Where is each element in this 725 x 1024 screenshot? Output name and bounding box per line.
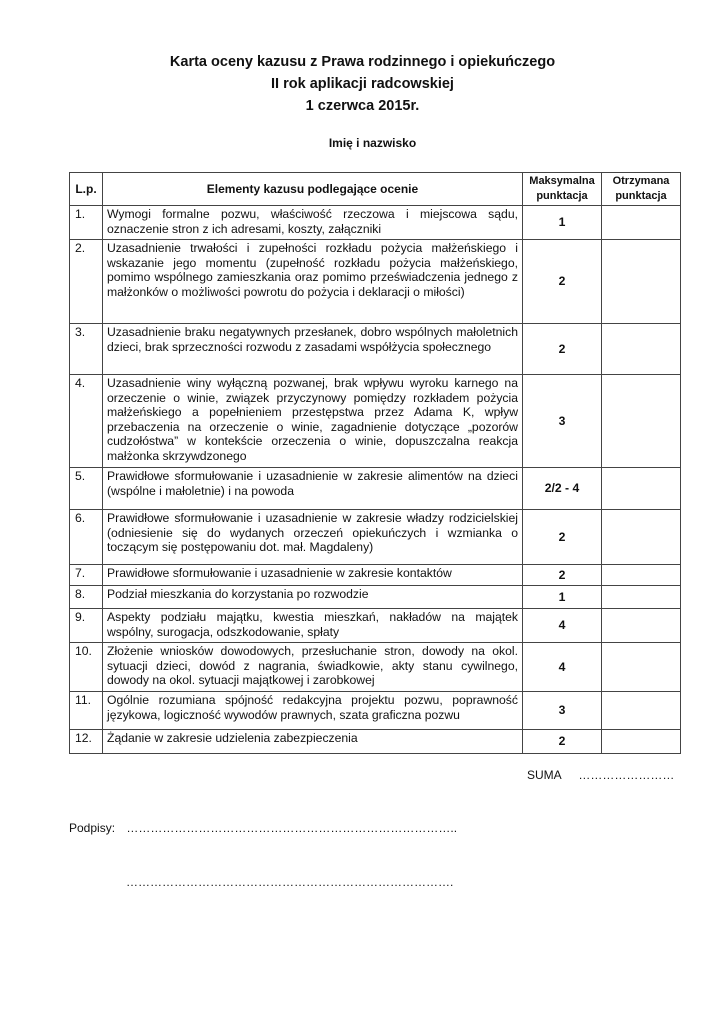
table-row [70, 692, 681, 730]
row-criterion: Ogólnie rozumiana spójność redakcyjna projektu pozwu, poprawność językowa, logiczność wywodów prawnych, szata graficzna pozwu [103, 692, 523, 730]
signature-row-1 [69, 821, 457, 835]
row-number: 7. [70, 565, 103, 586]
row-number: 8. [70, 586, 103, 609]
sum-value-field[interactable]: …………………… [578, 768, 675, 782]
row-max-points: 2 [523, 730, 602, 754]
row-obtained-points[interactable] [602, 510, 681, 565]
document-date: 1 czerwca 2015r. [305, 98, 420, 114]
row-number: 12. [70, 730, 103, 754]
table-row [70, 468, 681, 510]
row-number: 10. [70, 643, 103, 692]
row-number: 4. [70, 375, 103, 468]
row-max-points: 1 [523, 206, 602, 240]
row-obtained-points[interactable] [602, 565, 681, 586]
table-row [70, 565, 681, 586]
table-row [70, 510, 681, 565]
row-criterion: Aspekty podziału majątku, kwestia mieszkań, nakładów na majątek wspólny, surogacja, odszkodowanie, spłaty [103, 609, 523, 643]
row-criterion: Uzasadnienie winy wyłączną pozwanej, brak wpływu wyroku karnego na orzeczenie o winie, związek przyczynowy pomiędzy rozkładem pożycia małżeńskiego a popełnieniem przestępstwa przez Adama K, wpływ przebaczenia na orzeczenie o winie, zagadnienie dotyczące „pozorów cudzołóstwa” w kontekście orzeczenia o winie, dopuszczalna reakcja małżonka skrzywdzonego [103, 375, 523, 468]
row-max-points: 1 [523, 586, 602, 609]
row-criterion: Wymogi formalne pozwu, właściwość rzeczowa i miejscowa sądu, oznaczenie stron z ich adresami, koszty, załączniki [103, 206, 523, 240]
column-header-lp: L.p. [70, 173, 103, 206]
row-obtained-points[interactable] [602, 643, 681, 692]
column-header-max: Maksymalna punktacja [523, 173, 602, 206]
row-max-points: 2 [523, 240, 602, 324]
table-row [70, 324, 681, 375]
row-criterion: Uzasadnienie braku negatywnych przesłanek, dobro wspólnych małoletnich dzieci, brak sprzeczności rozwodu z zasadami współżycia społecznego [103, 324, 523, 375]
row-number: 9. [70, 609, 103, 643]
row-max-points: 4 [523, 609, 602, 643]
table-header [70, 173, 681, 206]
column-header-obtained: Otrzymana punktacja [602, 173, 681, 206]
row-obtained-points[interactable] [602, 730, 681, 754]
table-row [70, 206, 681, 240]
row-number: 6. [70, 510, 103, 565]
row-max-points: 3 [523, 375, 602, 468]
column-header-elements: Elementy kazusu podlegające ocenie [103, 173, 523, 206]
document-subtitle: II rok aplikacji radcowskiej [271, 76, 454, 92]
row-obtained-points[interactable] [602, 324, 681, 375]
row-obtained-points[interactable] [602, 206, 681, 240]
row-max-points: 2 [523, 324, 602, 375]
row-obtained-points[interactable] [602, 468, 681, 510]
row-number: 5. [70, 468, 103, 510]
signature-line-2[interactable]: ………………………………………………………………………. [126, 875, 454, 889]
table-row [70, 730, 681, 754]
row-obtained-points[interactable] [602, 586, 681, 609]
row-obtained-points[interactable] [602, 609, 681, 643]
table-row [70, 609, 681, 643]
row-criterion: Żądanie w zakresie udzielenia zabezpieczenia [103, 730, 523, 754]
table-row [70, 643, 681, 692]
table-row [70, 375, 681, 468]
row-number: 11. [70, 692, 103, 730]
row-criterion: Prawidłowe sformułowanie i uzasadnienie w zakresie alimentów na dzieci (wspólne i małoletnie) i na powoda [103, 468, 523, 510]
evaluation-table [69, 172, 681, 754]
row-number: 2. [70, 240, 103, 324]
row-obtained-points[interactable] [602, 692, 681, 730]
row-criterion: Prawidłowe sformułowanie i uzasadnienie w zakresie władzy rodzicielskiej (odniesienie się do wydanych orzeczeń opiekuńczych i wzmianka o toczącym się postępowaniu dot. mał. Magdaleny) [103, 510, 523, 565]
row-number: 1. [70, 206, 103, 240]
sum-row [527, 768, 674, 782]
row-max-points: 2 [523, 565, 602, 586]
signatures-label: Podpisy: [69, 821, 116, 835]
row-max-points: 3 [523, 692, 602, 730]
table-row [70, 240, 681, 324]
row-max-points: 2/2 - 4 [523, 468, 602, 510]
row-max-points: 4 [523, 643, 602, 692]
row-obtained-points[interactable] [602, 240, 681, 324]
signature-line-1[interactable]: ……………………………………………………………………….. [126, 821, 458, 835]
table-row [70, 586, 681, 609]
row-obtained-points[interactable] [602, 375, 681, 468]
name-label: Imię i nazwisko [328, 136, 417, 150]
row-criterion: Prawidłowe sformułowanie i uzasadnienie w zakresie kontaktów [103, 565, 523, 586]
row-max-points: 2 [523, 510, 602, 565]
row-criterion: Złożenie wniosków dowodowych, przesłuchanie stron, dowody na okol. sytuacji dzieci, dowód z nagrania, świadkowie, akty stanu cywilnego, dowody na okol. sytuacji majątkowej i zarobkowej [103, 643, 523, 692]
row-criterion: Podział mieszkania do korzystania po rozwodzie [103, 586, 523, 609]
document-title: Karta oceny kazusu z Prawa rodzinnego i opiekuńczego [169, 54, 556, 70]
sum-label: SUMA [527, 768, 562, 782]
row-criterion: Uzasadnienie trwałości i zupełności rozkładu pożycia małżeńskiego i wskazanie jego momentu (zupełność rozkładu pożycia małżeńskiego, pomimo wspólnego zamieszkania oraz pomimo przeświadczenia jednego z małżonków o możliwości powrotu do pożycia i deklaracji o miłości) [103, 240, 523, 324]
row-number: 3. [70, 324, 103, 375]
